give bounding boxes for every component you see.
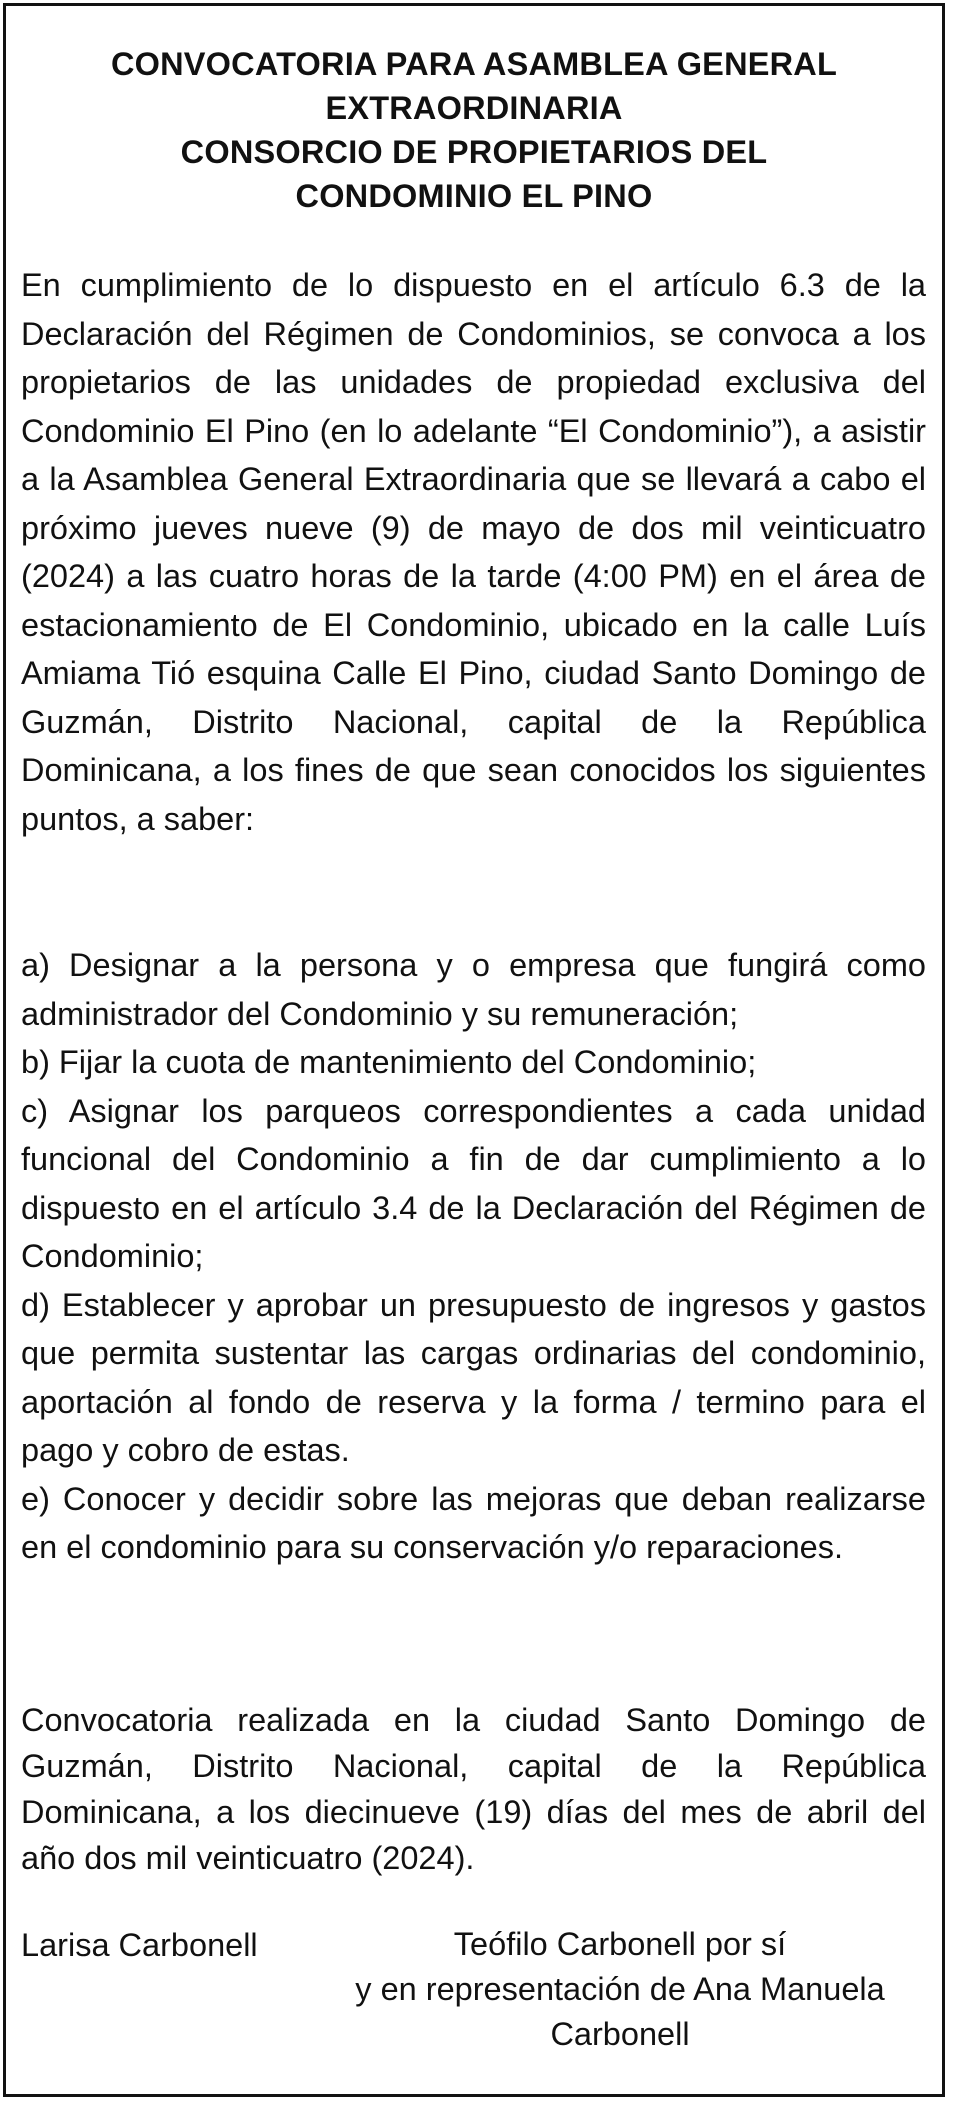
heading-line-2: EXTRAORDINARIA — [325, 90, 623, 126]
notice-heading — [40, 42, 908, 218]
heading-line-4: CONDOMINIO EL PINO — [295, 178, 653, 214]
intro-paragraph: En cumplimiento de lo dispuesto en el artículo 6.3 de la Declaración del Régimen de Condominios, se convoca a los propietarios de las unidades de propiedad exclusiva del Condominio El Pino (en lo adelante “El Condominio”), a asistir a la Asamblea General Extraordinaria que se llevará a cabo el próximo jueves nueve (9) de mayo de dos mil veinticuatro (2024) a las cuatro horas de la tarde (4:00 PM) en el área de estacionamiento de El Condominio, ubicado en la calle Luís Amiama Tió esquina Calle El Pino, ciudad Santo Domingo de Guzmán, Distrito Nacional, capital de la República Dominicana, a los fines de que sean conocidos los siguientes puntos, a saber: — [21, 267, 926, 837]
agenda-item-b: b) Fijar la cuota de mantenimiento del Condominio; — [21, 1044, 757, 1080]
agenda-item-a: a) Designar a la persona y o empresa que fungirá como administrador del Condominio y su remuneración; — [21, 947, 926, 1032]
signature-right — [300, 1922, 940, 2057]
agenda-item-d: d) Establecer y aprobar un presupuesto de ingresos y gastos que permita sustentar las cargas ordinarias del condominio, aportación al fondo de reserva y la forma / termino para el pago y cobro de estas. — [21, 1286, 926, 1468]
heading-line-3: CONSORCIO DE PROPIETARIOS DEL — [180, 134, 768, 170]
agenda-item-e: e) Conocer y decidir sobre las mejoras que deban realizarse en el condominio para su conservación y/o reparaciones. — [21, 1480, 926, 1565]
signature-left: Larisa Carbonell — [21, 1927, 258, 1963]
closing-paragraph: Convocatoria realizada en la ciudad Santo Domingo de Guzmán, Distrito Nacional, capital de la República Dominicana, a los diecinueve (19) días del mes de abril del año dos mil veinticuatro (2024). — [21, 1702, 926, 1876]
heading-line-1: CONVOCATORIA PARA ASAMBLEA GENERAL — [110, 46, 838, 82]
signature-right-line-2: y en representación de Ana Manuela — [355, 1971, 885, 2007]
signature-right-line-1: Teófilo Carbonell por sí — [453, 1926, 787, 1962]
agenda-item-c: c) Asignar los parqueos correspondientes a cada unidad funcional del Condominio a fin de dar cumplimiento a lo dispuesto en el artículo 3.4 de la Declaración del Régimen de Condominio; — [21, 1092, 926, 1274]
agenda-list — [21, 941, 926, 1572]
signature-right-line-3: Carbonell — [550, 2016, 690, 2052]
